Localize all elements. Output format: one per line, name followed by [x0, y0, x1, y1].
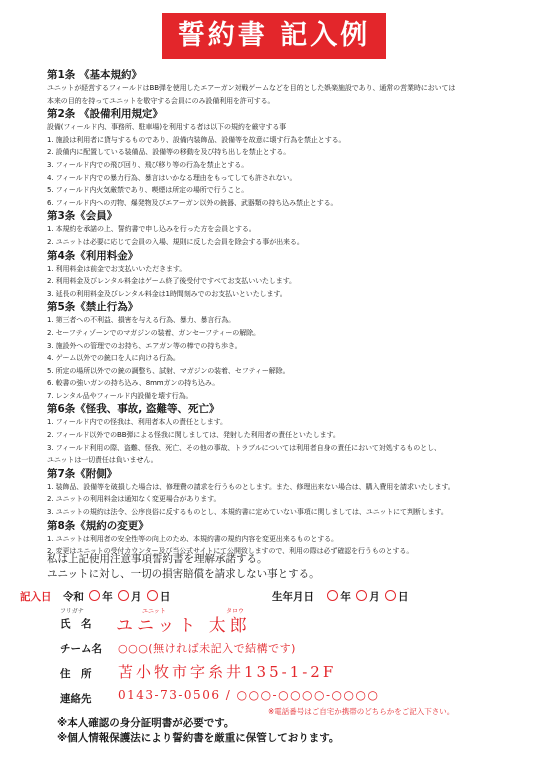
article-title: 第5条《禁止行為》: [47, 301, 139, 314]
address-label: 住 所: [60, 668, 92, 680]
article-line: 5. 所定の場所以外での銃の調整ち、試射、マガジンの装着、セフティー解除。: [47, 366, 290, 375]
note-id-required: ※本人確認の身分証明書が必要です。: [57, 717, 235, 729]
article-line: 2. 設備内に配置している装備品、設備等の移動を及び持ち出しを禁止とする。: [47, 148, 291, 157]
article-line: 6. 較書の強いガンの持ち込み、8mmガンの持ち込み。: [47, 379, 220, 388]
address-value[interactable]: 苫小牧市字糸井135-1-2F: [118, 663, 337, 681]
article-line: 2. ユニットの利用料金は通知なく変更場合があります。: [47, 495, 221, 504]
furigana-label: フリガナ: [60, 608, 84, 615]
phone-note: ※電話番号はご自宅か携帯のどちらかをご記入下さい。: [268, 707, 455, 716]
article-3: [47, 209, 525, 248]
article-line: ユニットが経営するフィールドはBB弾を使用したエアーガン対戦ゲームなどを目的とした娯楽施設であり、通常の営業時においては: [47, 84, 456, 92]
phone-label: 連絡先: [60, 693, 92, 705]
article-line: 4. フィールド内での暴力行為、暴言はいかなる理由をもってしても許されない。: [47, 173, 297, 182]
article-line: 3. 施設外への管理でのお持ち、エアガン等の棒での持ち歩き。: [47, 341, 242, 350]
agreement-line-1: 私は上記使用注意事項誓約書を理解承諾する。: [47, 553, 268, 565]
era-label: 令和: [62, 591, 84, 603]
agreement-statement: [47, 552, 527, 582]
article-line: 1. フィールド内での怪我は、利用者本人の責任とします。: [47, 418, 227, 427]
article-line: 設備(フィールド内、事務所、駐車場)を利用する者は以下の規約を厳守する事: [47, 123, 287, 132]
article-5: [47, 300, 525, 402]
team-value[interactable]: ○○○(無ければ未記入で結構です): [118, 642, 296, 655]
article-line: 3. 延長の利用料金及びレンタル料金は1時間刻みでのお支払いといたします。: [47, 289, 287, 298]
notes-section: [57, 716, 537, 746]
article-title: 第6条《怪我、事故, 盗難等、死亡》: [47, 403, 220, 416]
article-4: [47, 249, 525, 301]
article-line: 4. ゲーム以外での銃口を人に向ける行為。: [47, 354, 180, 363]
article-line: 5. フィールド内火気厳禁であり、喫煙は所定の場所で行うこと。: [47, 186, 249, 195]
birth-month-circle[interactable]: [356, 590, 367, 601]
year-circle[interactable]: [89, 590, 100, 601]
birth-month-label: 月: [369, 591, 380, 603]
birth-day-label: 日: [398, 591, 409, 603]
article-line: 3. ユニットの規約は法令、公序良俗に反するものとし、本規約書に定めていない事項に関しましては、ユニットにて判断します。: [47, 508, 448, 517]
birthdate-label: 生年月日: [272, 591, 314, 603]
article-title: 第7条《附側》: [47, 467, 118, 480]
day-circle[interactable]: [147, 590, 158, 601]
entry-date-label: 記入日: [20, 591, 52, 603]
phone-value[interactable]: 0143-73-0506 / ○○○-○○○○-○○○○: [118, 688, 380, 702]
article-1: [47, 68, 525, 107]
article-line: 1. ユニットは利用者の安全性等の向上のため、本規約書の規約内容を変更出来るものとする。: [47, 534, 338, 543]
article-title: 第2条 《設備利用規定》: [47, 108, 163, 121]
name-label: 氏 名: [60, 618, 92, 630]
article-title: 第1条 《基本規約》: [47, 69, 142, 81]
article-line: 1. 装飾品、設備等を破損した場合は、修理費の請求を行うものとします。また、修理出来ない場合は、購入費用を請求いたします。: [47, 482, 455, 491]
entry-form: [20, 587, 540, 737]
birth-year-label: 年: [340, 591, 351, 603]
article-line: 本来の目的を持ってユニットを敬守する会員にのみ設備利用を許可する。: [47, 96, 275, 105]
article-line: ユニットは一切責任は負いません。: [47, 456, 158, 465]
article-line: 2. セーフティゾーンでのマガジンの装着、ガンセーフティーの解除。: [47, 328, 260, 337]
birth-year-circle[interactable]: [327, 590, 338, 601]
page-title: 誓約書 記入例: [162, 13, 386, 59]
article-title: 第4条《利用料金》: [47, 249, 139, 262]
article-line: 7. レンタル品やフィールド内設備を壊す行為。: [47, 391, 193, 400]
article-line: 2. ユニットは必要に応じて会員の入場、規則に反した会員を除会する事が出来る。: [47, 237, 304, 246]
article-title: 第3条《会員》: [47, 210, 118, 223]
birth-day-circle[interactable]: [385, 590, 396, 601]
year-label: 年: [102, 591, 113, 603]
month-circle[interactable]: [118, 590, 129, 601]
article-line: 1. 本規約を承諾の上、誓約書で申し込みを行った方を会員とする。: [47, 225, 256, 234]
article-line: 6. フィールド内への刃物、爆発物及びエアーガン以外の銃器、武器類の持ち込み禁止とする。: [47, 198, 338, 207]
day-label: 日: [159, 591, 171, 603]
agreement-line-2: ユニットに対し、一切の損害賠償を請求しない事とする。: [47, 568, 320, 580]
article-line: 1. 利用料金は前金でお支払いいただきます。: [47, 264, 187, 273]
article-line: 2. 利用料金及びレンタル料金はゲーム終了後受付ですべてお支払いいたします。: [47, 277, 296, 286]
name-value[interactable]: ユニット 太郎: [116, 616, 251, 636]
team-label: チーム名: [60, 643, 102, 655]
article-6: [47, 402, 525, 466]
note-privacy: ※個人情報保護法により誓約書を厳重に保管しております。: [57, 732, 340, 744]
article-7: [47, 467, 525, 519]
article-line: 2. フィールド以外でのBB弾による怪我に関しましては、発射した利用者の責任といたします。: [47, 431, 340, 440]
name-ruby-2: タロウ: [226, 608, 245, 615]
article-line: 2. 変更はユニットの受付カウンター及び当公式サイトにて公開致しますので、利用の際は必ず確認を行うものとする。: [47, 547, 414, 556]
article-line: 3. フィールド内での飛び回り、飛び移り等の行為を禁止とする。: [47, 160, 249, 169]
article-line: 1. 第三者への不利益、損害を与える行為、暴力、暴言行為。: [47, 316, 236, 325]
article-line: 1. 施設は利用者に貸与するものであり、設備内装飾品、設備等を故意に壊す行為を禁止とする。: [47, 135, 346, 144]
rules-section: [47, 68, 525, 558]
article-title: 第8条《規約の変更》: [47, 519, 149, 532]
article-2: [47, 107, 525, 209]
article-line: 3. フィールド利用の際、盗難、怪我、死亡、その他の事故、トラブルについては利用者自身の責任において対処するものとし、: [47, 443, 441, 452]
month-label: 月: [131, 591, 142, 603]
name-ruby-1: ユニット: [142, 608, 166, 615]
